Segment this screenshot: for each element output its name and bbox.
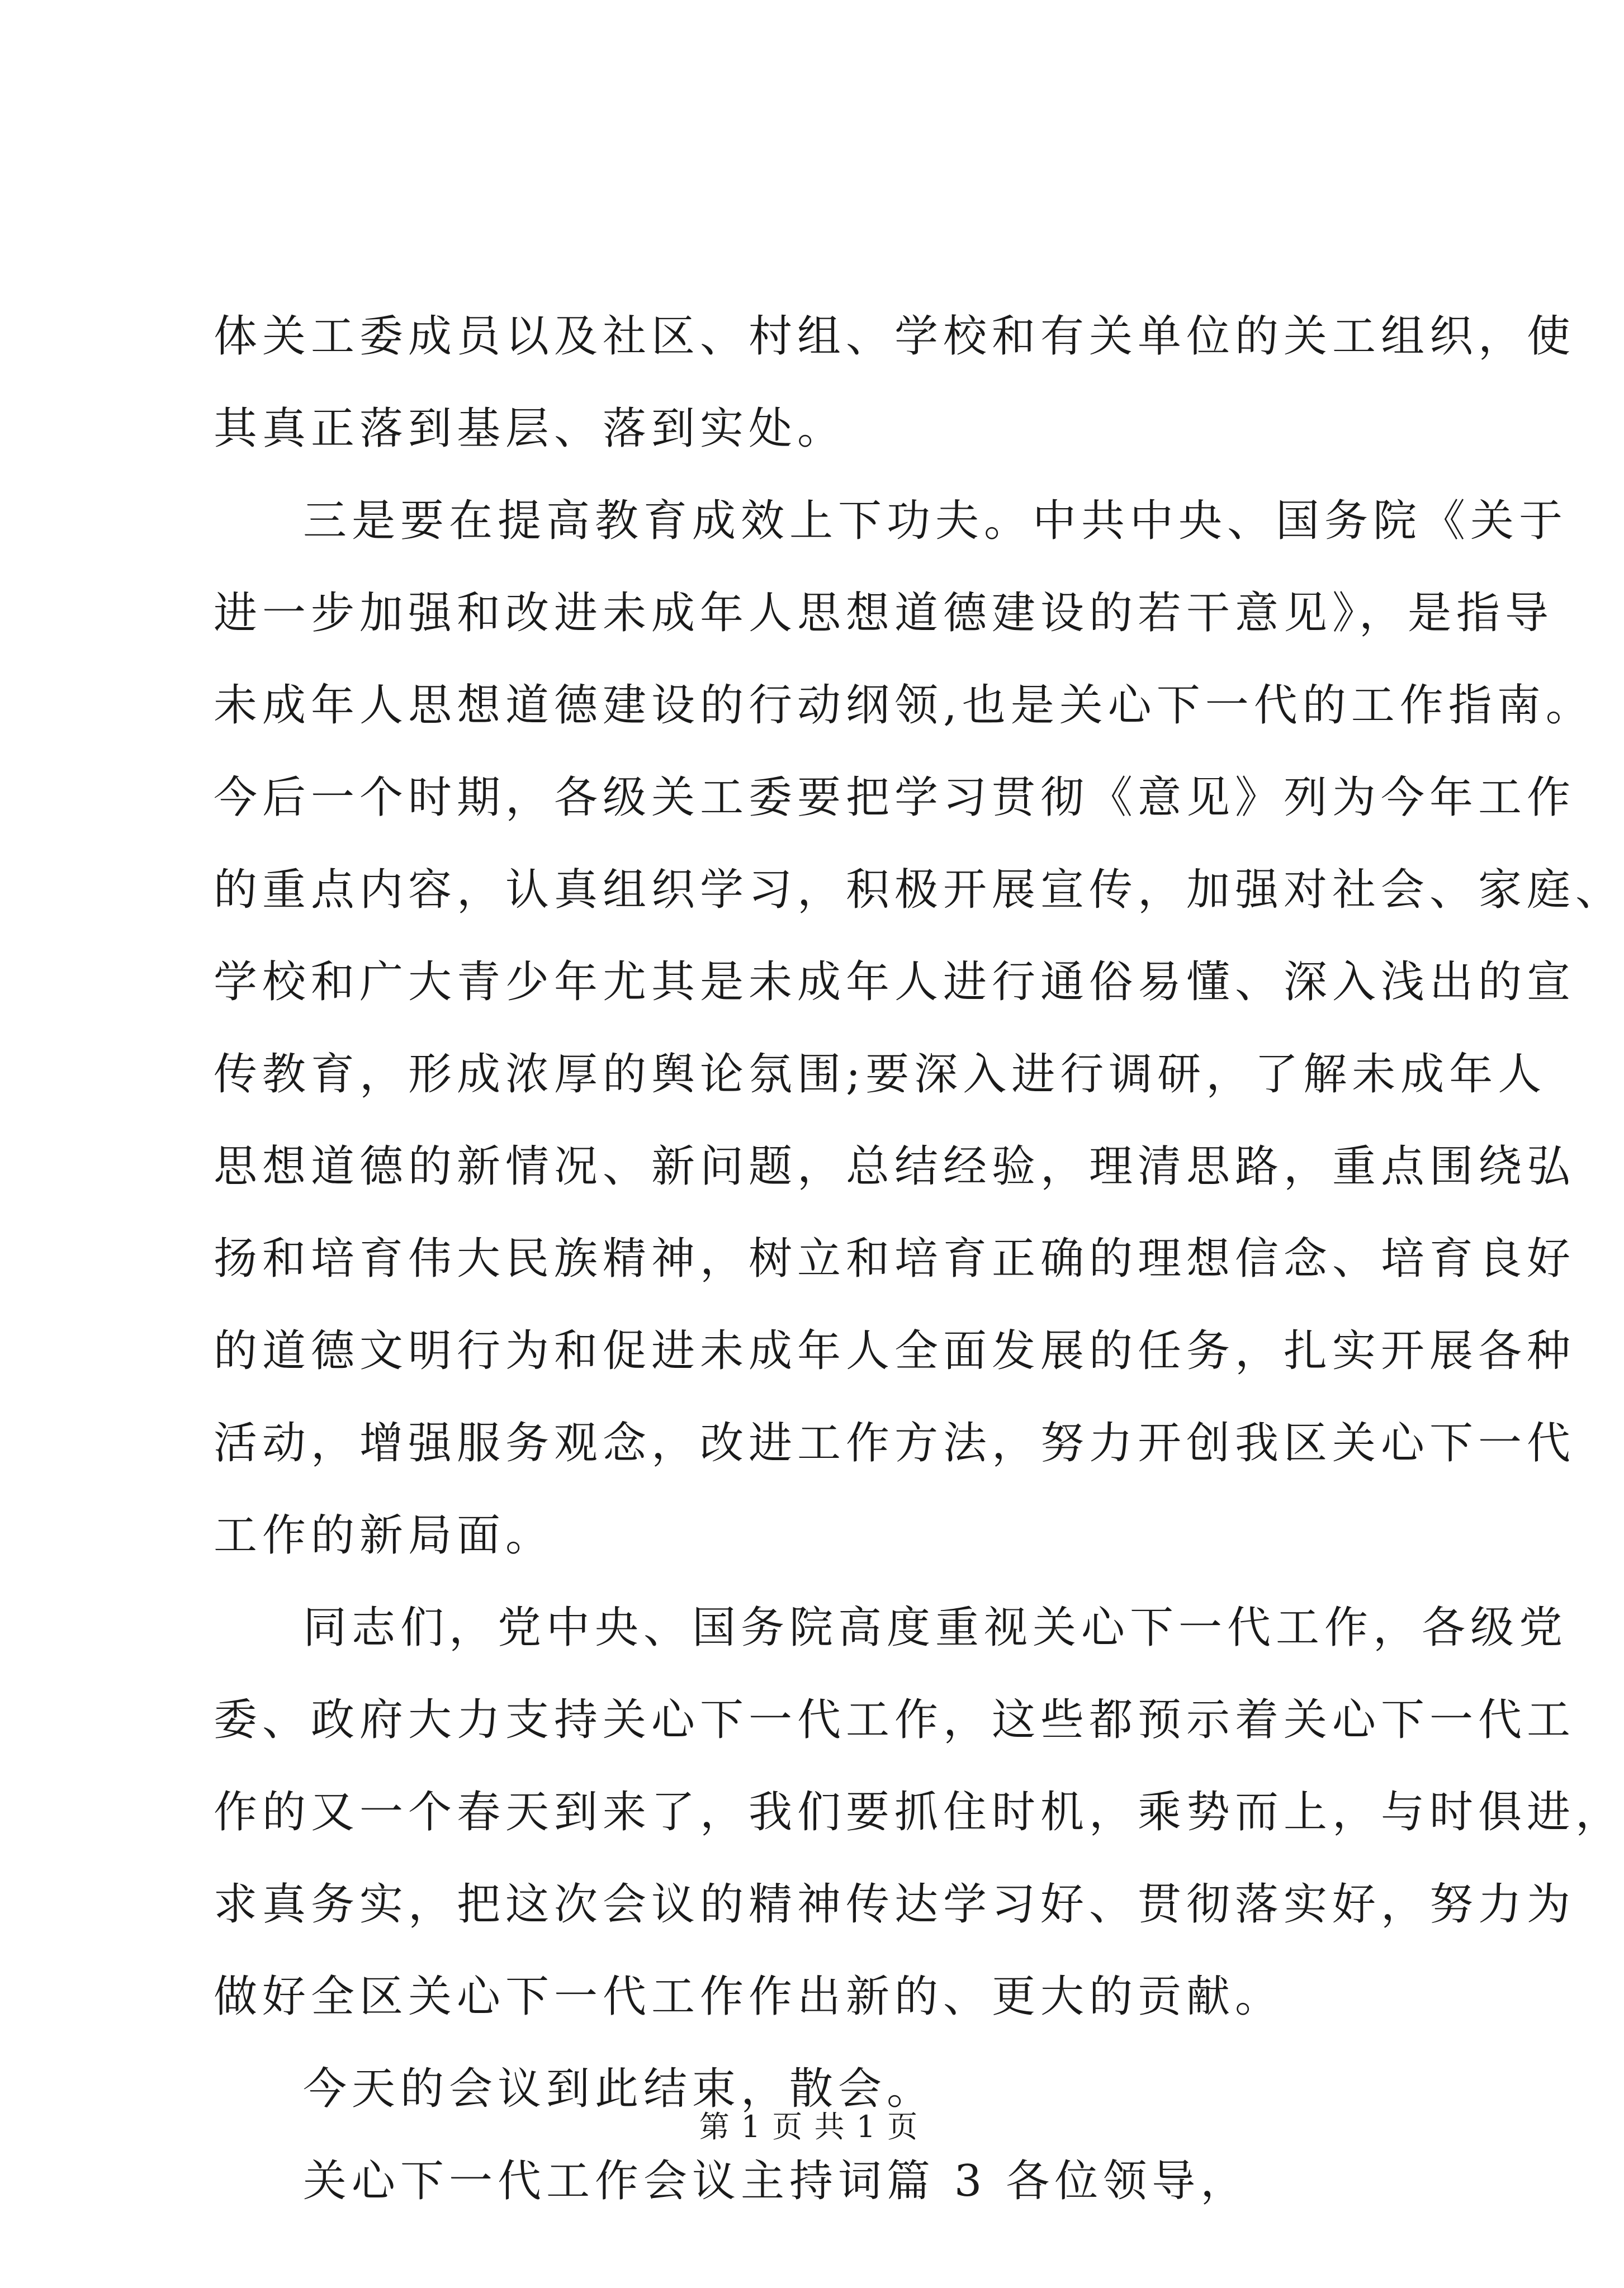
text-line: 做好全区关心下一代工作作出新的、更大的贡献。	[214, 1972, 1284, 2022]
text-line: 进一步加强和改进未成年人思想道德建设的若干意见》，是指导	[214, 588, 1554, 638]
text-line: 求真务实，把这次会议的精神传达学习好、贯彻落实好，努力为	[214, 1879, 1576, 1930]
paragraph-start-line: 三是要在提高教育成效上下功夫。中共中央、国务院《关于	[303, 496, 1568, 546]
text-line: 思想道德的新情况、新问题，总结经验，理清思路，重点围绕弘	[214, 1141, 1576, 1192]
text-line: 其真正落到基层、落到实处。	[214, 404, 846, 454]
paragraph-start-line: 关心下一代工作会议主持词篇 3 各位领导，	[303, 2156, 1249, 2206]
text-line: 的重点内容，认真组织学习，积极开展宣传，加强对社会、家庭、	[214, 865, 1624, 915]
text-line: 传教育，形成浓厚的舆论氛围;要深入进行调研，了解未成年人	[214, 1049, 1547, 1100]
page-footer: 第 1 页 共 1 页	[699, 2109, 919, 2144]
text-line: 作的又一个春天到来了，我们要抓住时机，乘势而上，与时俱进，	[214, 1787, 1624, 1837]
text-line: 工作的新局面。	[214, 1510, 555, 1561]
text-line: 活动，增强服务观念，改进工作方法，努力开创我区关心下一代	[214, 1418, 1576, 1469]
paragraph-start-line: 今天的会议到此结束，散会。	[303, 2064, 936, 2114]
text-line: 的道德文明行为和促进未成年人全面发展的任务，扎实开展各种	[214, 1326, 1576, 1376]
body-text	[214, 291, 1624, 2228]
text-line: 今后一个时期，各级关工委要把学习贯彻《意见》列为今年工作	[214, 773, 1576, 823]
text-line: 扬和培育伟大民族精神，树立和培育正确的理想信念、培育良好	[214, 1234, 1576, 1284]
text-line: 体关工委成员以及社区、村组、学校和有关单位的关工组织，使	[214, 311, 1576, 362]
paragraph-start-line: 同志们，党中央、国务院高度重视关心下一代工作，各级党	[303, 1603, 1568, 1653]
text-line: 未成年人思想道德建设的行动纲领,也是关心下一代的工作指南。	[214, 680, 1594, 731]
text-line: 委、政府大力支持关心下一代工作，这些都预示着关心下一代工	[214, 1695, 1576, 1745]
text-line: 学校和广大青少年尤其是未成年人进行通俗易懂、深入浅出的宣	[214, 957, 1576, 1007]
